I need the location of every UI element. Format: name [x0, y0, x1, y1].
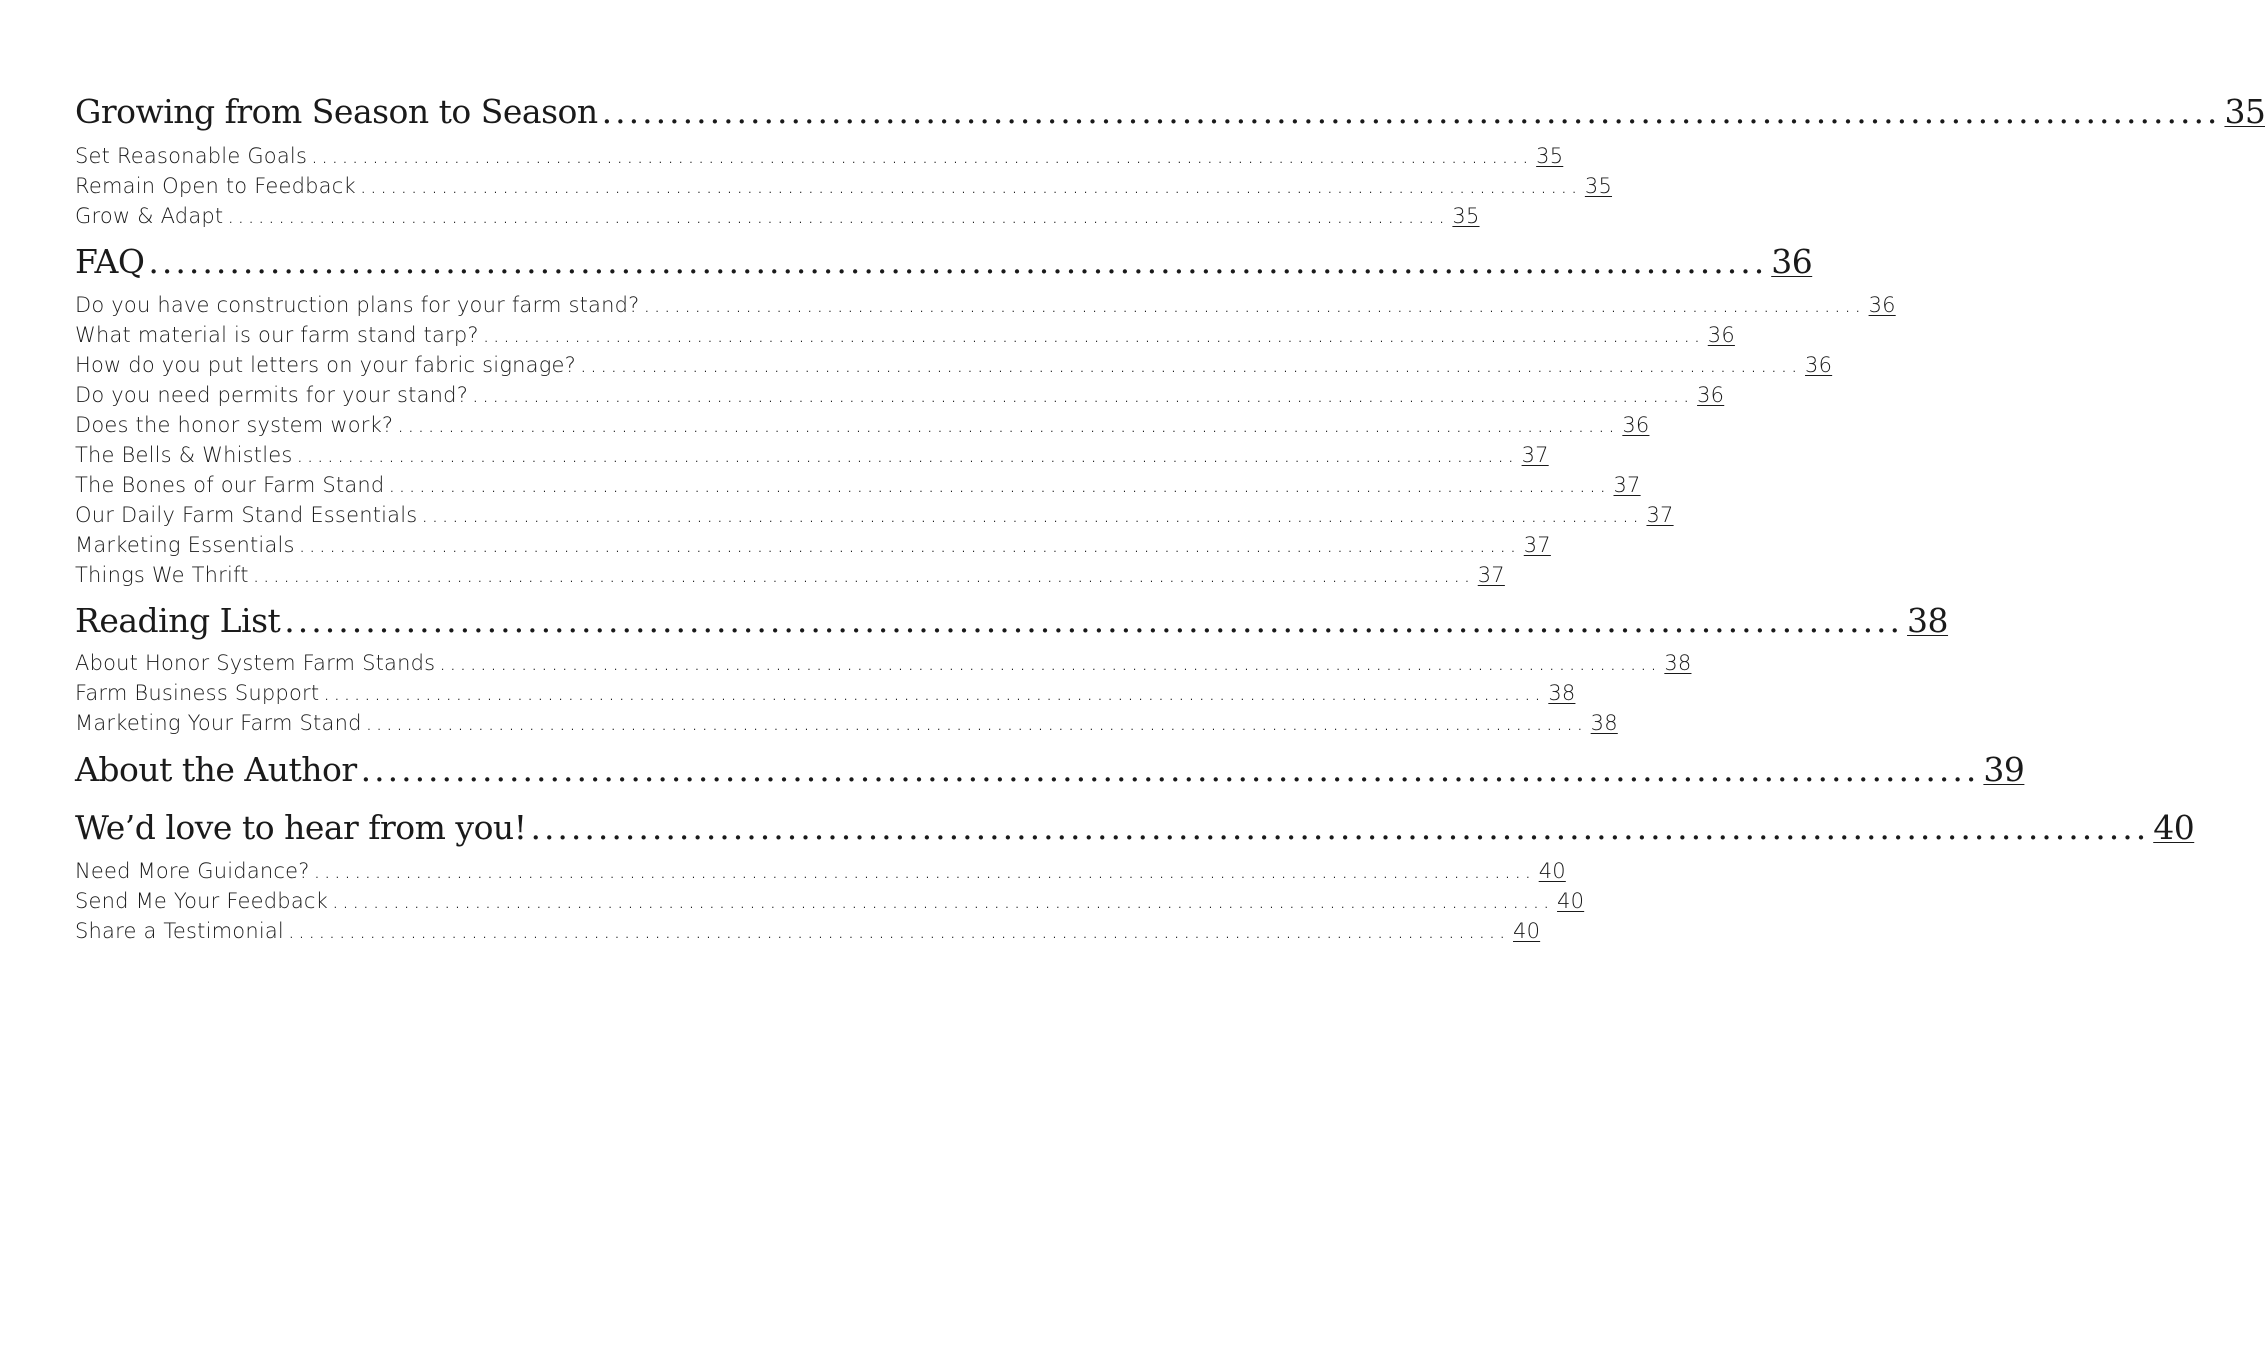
dot-leader: ........................................................................................................................: [332, 889, 1554, 913]
toc-entry[interactable]: [75, 293, 1896, 321]
page-number-link[interactable]: 38: [1590, 711, 1618, 735]
entry-label: FAQ: [75, 242, 145, 281]
page-number-link[interactable]: 38: [1664, 651, 1692, 675]
toc-entry[interactable]: [75, 859, 1566, 887]
page-number-link[interactable]: 36: [1771, 242, 1813, 281]
entry-label: Remain Open to Feedback: [75, 174, 356, 198]
page-number-link[interactable]: 36: [1805, 353, 1833, 377]
entry-label: Set Reasonable Goals: [75, 144, 308, 168]
toc-entry[interactable]: [75, 563, 1505, 591]
entry-label: The Bells & Whistles: [75, 443, 293, 467]
page-number-link[interactable]: 40: [1557, 889, 1585, 913]
entry-label: Send Me Your Feedback: [75, 889, 328, 913]
entry-label: About Honor System Farm Stands: [75, 651, 436, 675]
dot-leader: ........................................................................................................................: [252, 563, 1474, 587]
page-number-link[interactable]: 35: [1536, 144, 1564, 168]
page-number-link[interactable]: 37: [1521, 443, 1549, 467]
dot-leader: ........................................................................................................................: [148, 242, 1768, 281]
dot-leader: ........................................................................................................................: [530, 808, 2150, 847]
page-number-link[interactable]: 35: [2224, 92, 2265, 131]
page-number-link[interactable]: 38: [1548, 681, 1576, 705]
page-number-link[interactable]: 37: [1523, 533, 1551, 557]
entry-label: Grow & Adapt: [75, 204, 224, 228]
toc-entry[interactable]: [75, 204, 1480, 232]
dot-leader: ........................................................................................................................: [298, 533, 1520, 557]
entry-label: Do you need permits for your stand?: [75, 383, 469, 407]
dot-leader: ........................................................................................................................: [311, 144, 1533, 168]
page-number-link[interactable]: 37: [1613, 473, 1641, 497]
entry-label: Farm Business Support: [75, 681, 320, 705]
dot-leader: ........................................................................................................................: [287, 919, 1510, 943]
page-number-link[interactable]: 40: [1538, 859, 1566, 883]
toc-heading[interactable]: [75, 808, 2195, 848]
toc-entry[interactable]: [75, 353, 1833, 381]
dot-leader: ........................................................................................................................: [313, 859, 1535, 883]
page-number-link[interactable]: 36: [1697, 383, 1725, 407]
toc-heading[interactable]: [75, 750, 2025, 790]
entry-label: Growing from Season to Season: [75, 92, 598, 131]
entry-label: The Bones of our Farm Stand: [75, 473, 385, 497]
dot-leader: ........................................................................................................................: [227, 204, 1449, 228]
dot-leader: ........................................................................................................................: [482, 323, 1704, 347]
page-number-link[interactable]: 36: [1622, 413, 1650, 437]
dot-leader: ........................................................................................................................: [472, 383, 1694, 407]
toc-heading[interactable]: [75, 601, 1949, 641]
entry-label: Reading List: [75, 601, 281, 640]
dot-leader: ........................................................................................................................: [388, 473, 1610, 497]
entry-label: What material is our farm stand tarp?: [75, 323, 479, 347]
dot-leader: ........................................................................................................................: [439, 651, 1661, 675]
entry-label: Need More Guidance?: [75, 859, 310, 883]
toc-heading[interactable]: [75, 92, 2265, 132]
page-number-link[interactable]: 40: [2153, 808, 2195, 847]
entry-label: Do you have construction plans for your farm stand?: [75, 293, 640, 317]
entry-label: Marketing Your Farm Stand: [75, 711, 362, 735]
toc-entry[interactable]: [75, 144, 1564, 172]
toc-entry[interactable]: [75, 383, 1725, 411]
page-number-link[interactable]: 36: [1868, 293, 1896, 317]
toc-entry[interactable]: [75, 711, 1618, 739]
dot-leader: ........................................................................................................................: [296, 443, 1518, 467]
entry-label: About the Author: [75, 750, 357, 789]
toc-entry[interactable]: [75, 503, 1674, 531]
toc-entry[interactable]: [75, 889, 1585, 917]
dot-leader: ........................................................................................................................: [323, 681, 1545, 705]
toc-heading[interactable]: [75, 242, 1813, 282]
toc-entry[interactable]: [75, 533, 1551, 561]
toc-entry[interactable]: [75, 651, 1692, 679]
entry-label: Marketing Essentials: [75, 533, 295, 557]
entry-label: We’d love to hear from you!: [75, 808, 527, 847]
entry-label: Share a Testimonial: [75, 919, 284, 943]
page-number-link[interactable]: 35: [1452, 204, 1480, 228]
dot-leader: ........................................................................................................................: [421, 503, 1643, 527]
toc-entry[interactable]: [75, 681, 1576, 709]
toc-entry[interactable]: [75, 919, 1541, 947]
dot-leader: ........................................................................................................................: [643, 293, 1865, 317]
page-number-link[interactable]: 40: [1513, 919, 1541, 943]
dot-leader: ........................................................................................................................: [284, 601, 1904, 640]
dot-leader: ........................................................................................................................: [397, 413, 1619, 437]
toc-entry[interactable]: [75, 323, 1735, 351]
toc-entry[interactable]: [75, 473, 1641, 501]
entry-label: How do you put letters on your fabric signage?: [75, 353, 576, 377]
page-number-link[interactable]: 35: [1584, 174, 1613, 198]
entry-label: Our Daily Farm Stand Essentials: [75, 503, 418, 527]
entry-label: Things We Thrift: [75, 563, 249, 587]
dot-leader: ........................................................................................................................: [601, 92, 2221, 131]
page-number-link[interactable]: 38: [1907, 601, 1949, 640]
entry-label: Does the honor system work?: [75, 413, 394, 437]
page-number-link[interactable]: 37: [1477, 563, 1505, 587]
page-number-link[interactable]: 39: [1983, 750, 2025, 789]
dot-leader: ........................................................................................................................: [360, 750, 1980, 789]
dot-leader: ........................................................................................................................: [359, 174, 1581, 198]
toc-entry[interactable]: [75, 443, 1549, 471]
page-number-link[interactable]: 36: [1707, 323, 1735, 347]
toc-entry[interactable]: [75, 174, 1613, 202]
dot-leader: ........................................................................................................................: [365, 711, 1587, 735]
dot-leader: ........................................................................................................................: [579, 353, 1802, 377]
page-number-link[interactable]: 37: [1646, 503, 1674, 527]
toc-entry[interactable]: [75, 413, 1650, 441]
